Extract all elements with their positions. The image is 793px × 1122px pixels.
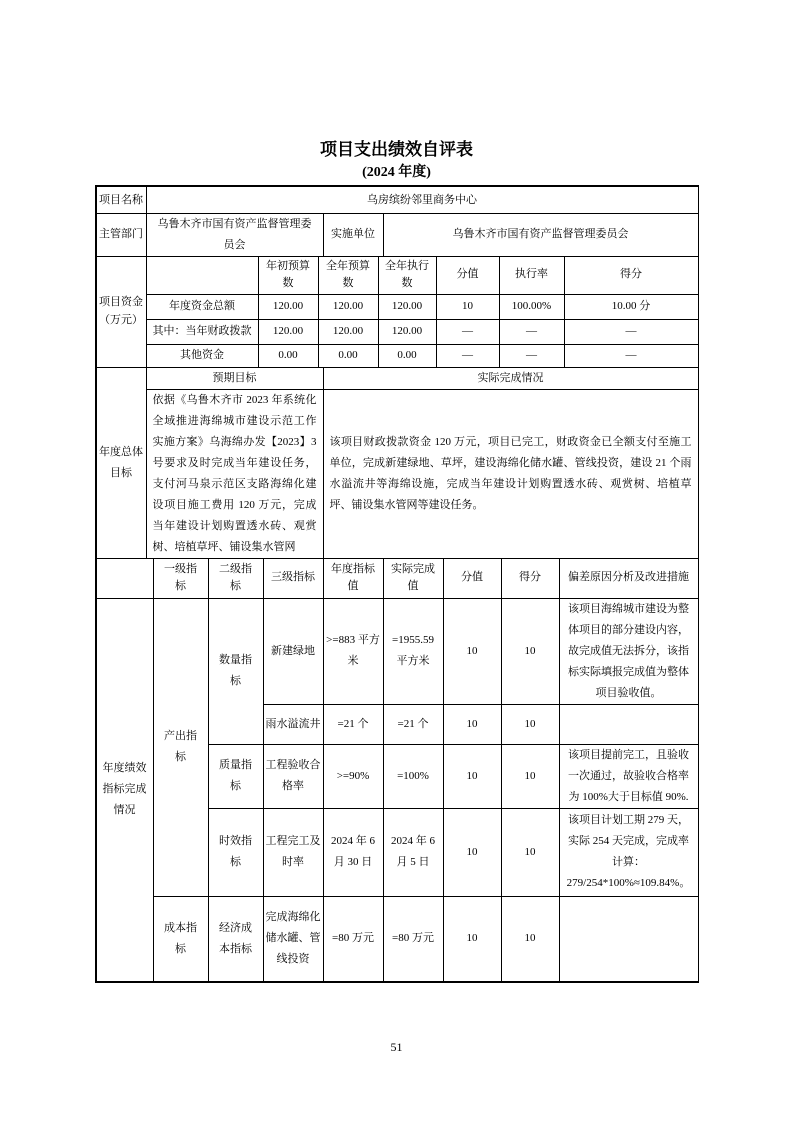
- indicator-score-value: 10: [443, 704, 501, 744]
- funding-row-other: [96, 344, 698, 367]
- funding-col-header-annual-budget: 全年预算数: [318, 256, 378, 294]
- level2-timeliness: 时效指标: [208, 808, 263, 896]
- indicator-target: >=90%: [323, 744, 383, 808]
- funding-execution-rate: 100.00%: [499, 294, 564, 319]
- funding-col-header-score-value: 分值: [436, 256, 499, 294]
- goal-actual-text: 该项目财政拨款资金 120 万元，项目已完工，财政资金已全额支付至施工单位，完成新建绿地、草坪，建设海绵化储水罐、管线投资，建设 21 个雨水溢流井等海绵设施，完成当年建设计划购置透水砖、观赏树、培植草坪、铺设集水管网等建设任务。: [323, 389, 698, 558]
- indicator-deviation: 该项目海绵城市建设为整体项目的部分建设内容，故完成值无法拆分，该指标实际填报完成值为整体项目验收值。: [559, 598, 698, 704]
- funding-annual-execution: 0.00: [378, 344, 436, 367]
- funding-row-label: 其中：当年财政拨款: [146, 319, 258, 344]
- indicator-deviation: 该项目计划工期 279 天，实际 254 天完成，完成率计算：279/254*100%≈109.84%。: [559, 808, 698, 896]
- col-header-level1: 一级指标: [153, 558, 208, 598]
- table-row: [96, 187, 698, 214]
- goal-expected-header: 预期目标: [146, 367, 323, 389]
- indicator-score-value: 10: [443, 598, 501, 704]
- indicator-deviation: 该项目提前完工，且验收一次通过，故验收合格率为 100%大于目标值 90%.: [559, 744, 698, 808]
- funding-col-header-execution-rate: 执行率: [499, 256, 564, 294]
- indicator-target: >=883 平方米: [323, 598, 383, 704]
- level2-quality: 质量指标: [208, 744, 263, 808]
- funding-execution-rate: —: [499, 344, 564, 367]
- indicator-score-value: 10: [443, 896, 501, 981]
- indicator-level3: 完成海绵化储水罐、管线投资: [263, 896, 323, 981]
- funding-initial-budget: 120.00: [258, 294, 318, 319]
- indicator-row-green-area: [96, 598, 698, 704]
- indicator-score: 10: [501, 808, 559, 896]
- indicator-level3: 工程验收合格率: [263, 744, 323, 808]
- funding-section-label: 项目资金（万元）: [96, 256, 146, 367]
- indicator-target: 2024 年 6 月 30 日: [323, 808, 383, 896]
- funding-execution-rate: —: [499, 319, 564, 344]
- funding-col-header-initial-budget: 年初预算数: [258, 256, 318, 294]
- department-value: 乌鲁木齐市国有资产监督管理委员会: [146, 214, 323, 257]
- funding-col-header-score: 得分: [564, 256, 698, 294]
- indicator-score-value: 10: [443, 808, 501, 896]
- indicator-score-value: 10: [443, 744, 501, 808]
- funding-score: —: [564, 319, 698, 344]
- indicators-table: [96, 558, 699, 982]
- indicator-actual: 2024 年 6 月 5 日: [383, 808, 443, 896]
- funding-score-value: —: [436, 344, 499, 367]
- indicator-deviation: [559, 704, 698, 744]
- indicator-level3: 雨水溢流井: [263, 704, 323, 744]
- col-header-score: 得分: [501, 558, 559, 598]
- implementing-unit-value: 乌鲁木齐市国有资产监督管理委员会: [383, 214, 698, 257]
- page-number: 51: [390, 1040, 403, 1054]
- indicator-score: 10: [501, 598, 559, 704]
- funding-score-value: 10: [436, 294, 499, 319]
- page-title: 项目支出绩效自评表: [320, 140, 473, 159]
- funding-annual-execution: 120.00: [378, 319, 436, 344]
- indicator-level3: 新建绿地: [263, 598, 323, 704]
- indicator-actual: =100%: [383, 744, 443, 808]
- funding-row-fiscal: [96, 319, 698, 344]
- indicators-corner-cell: [96, 558, 153, 598]
- indicator-actual: =21 个: [383, 704, 443, 744]
- level1-cost: 成本指标: [153, 896, 208, 981]
- goal-actual-header: 实际完成情况: [323, 367, 698, 389]
- funding-annual-execution: 120.00: [378, 294, 436, 319]
- goal-content-row: [96, 389, 698, 558]
- level1-output: 产出指标: [153, 598, 208, 896]
- annual-goal-table: [96, 367, 699, 559]
- funding-col-header-annual-execution: 全年执行数: [378, 256, 436, 294]
- funding-header-row: [96, 256, 698, 294]
- indicators-header-row: [96, 558, 698, 598]
- indicator-target: =80 万元: [323, 896, 383, 981]
- indicator-row-cost: [96, 896, 698, 981]
- funding-annual-budget: 120.00: [318, 294, 378, 319]
- indicator-target: =21 个: [323, 704, 383, 744]
- col-header-level3: 三级指标: [263, 558, 323, 598]
- goal-header-row: [96, 367, 698, 389]
- goal-section-label: 年度总体目标: [96, 367, 146, 558]
- funding-score-value: —: [436, 319, 499, 344]
- funding-row-total: [96, 294, 698, 319]
- indicator-actual: =80 万元: [383, 896, 443, 981]
- funding-score: 10.00 分: [564, 294, 698, 319]
- table-row: [96, 214, 698, 257]
- indicator-deviation: [559, 896, 698, 981]
- project-name-value: 乌房缤纷邻里商务中心: [146, 187, 698, 214]
- funding-score: —: [564, 344, 698, 367]
- col-header-actual: 实际完成值: [383, 558, 443, 598]
- indicator-score: 10: [501, 744, 559, 808]
- page-subtitle: (2024 年度): [362, 165, 431, 180]
- goal-expected-text: 依据《乌鲁木齐市 2023 年系统化全域推进海绵城市建设示范工作实施方案》乌海绵办发【2023】3 号要求及时完成当年建设任务，支付河马泉示范区支路海绵化建设项目施工费用 120 万元，完成当年建设计划购置透水砖、观赏树、培植草坪、铺设集水管网: [146, 389, 323, 558]
- funding-corner-cell: [146, 256, 258, 294]
- project-name-label: 项目名称: [96, 187, 146, 214]
- col-header-score-value: 分值: [443, 558, 501, 598]
- indicator-score: 10: [501, 896, 559, 981]
- indicator-level3: 工程完工及时率: [263, 808, 323, 896]
- col-header-deviation: 偏差原因分析及改进措施: [559, 558, 698, 598]
- implementing-unit-label: 实施单位: [323, 214, 383, 257]
- funding-initial-budget: 120.00: [258, 319, 318, 344]
- basic-info-table: [96, 186, 699, 257]
- funding-initial-budget: 0.00: [258, 344, 318, 367]
- funding-row-label: 其他资金: [146, 344, 258, 367]
- self-evaluation-table: [95, 185, 699, 983]
- department-label: 主管部门: [96, 214, 146, 257]
- col-header-target: 年度指标值: [323, 558, 383, 598]
- indicators-section-label: 年度绩效指标完成情况: [96, 598, 153, 981]
- funding-annual-budget: 120.00: [318, 319, 378, 344]
- funding-row-label: 年度资金总额: [146, 294, 258, 319]
- funding-table: [96, 256, 699, 368]
- indicator-actual: =1955.59 平方米: [383, 598, 443, 704]
- funding-annual-budget: 0.00: [318, 344, 378, 367]
- level2-quantity: 数量指标: [208, 598, 263, 744]
- level2-economic: 经济成本指标: [208, 896, 263, 981]
- col-header-level2: 二级指标: [208, 558, 263, 598]
- indicator-score: 10: [501, 704, 559, 744]
